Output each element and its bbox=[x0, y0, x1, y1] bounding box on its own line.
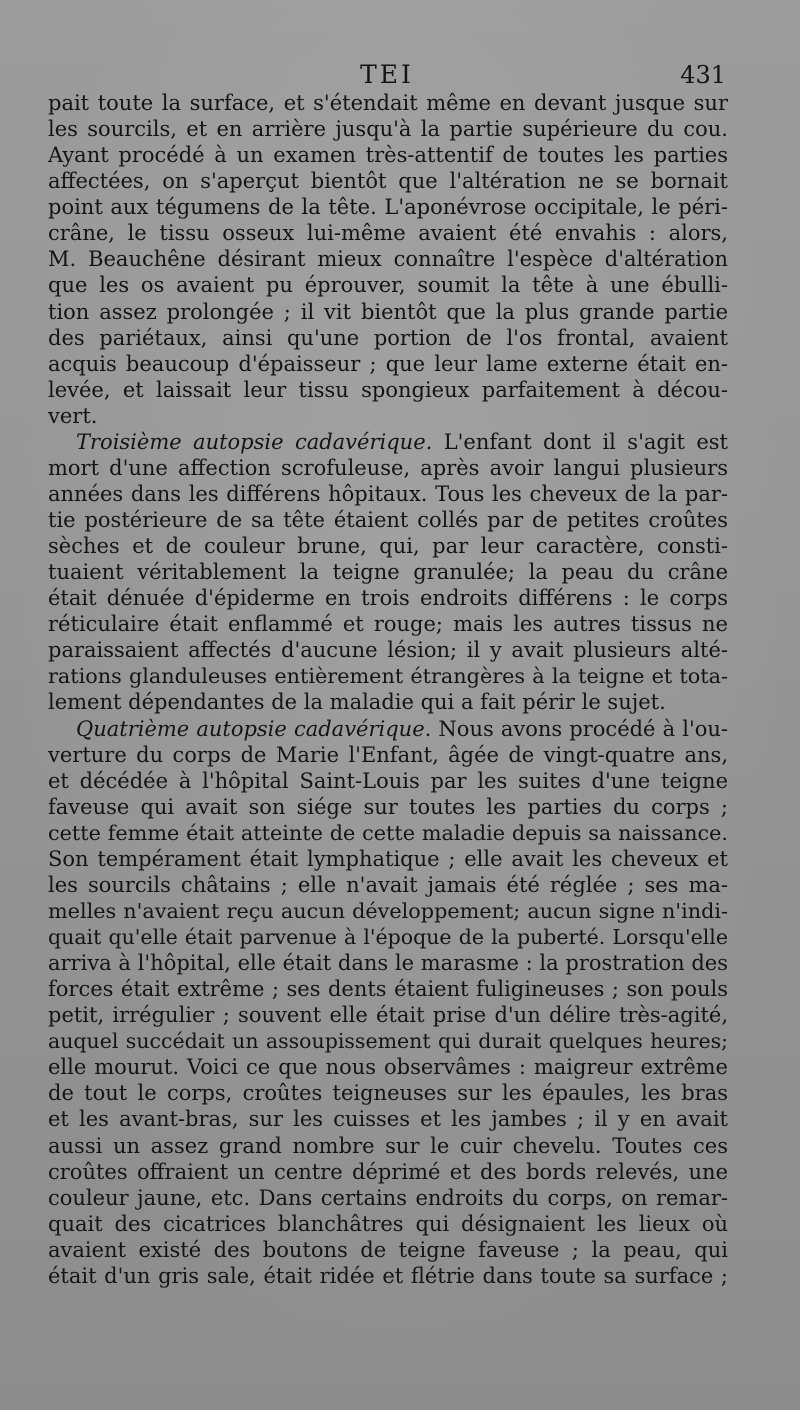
text-line: tie postérieure de sa tête étaient collés par de petites croûtes bbox=[48, 508, 728, 532]
text-line: petit, irrégulier ; souvent elle était prise d'un délire très-agité, bbox=[48, 1003, 728, 1028]
text-line: verture du corps de Marie l'Enfant, âgée de vingt-quatre ans, bbox=[48, 742, 728, 767]
text-line: Son tempérament était lymphatique ; elle avait les cheveux et bbox=[48, 846, 728, 871]
paragraph-heading: Quatrième autopsie cadavérique. bbox=[76, 716, 432, 741]
paragraph-heading-continuation: Nous avons procédé à l'ou- bbox=[431, 716, 728, 741]
text-line: mort d'une affection scrofuleuse, après avoir langui plusieurs bbox=[48, 455, 728, 480]
text-line: que les os avaient pu éprouver, soumit la tête à une ébulli- bbox=[48, 273, 728, 298]
text-line: tion assez prolongée ; il vit bientôt que la plus grande partie bbox=[48, 299, 728, 324]
text-line: de tout le corps, croûtes teigneuses sur les épaules, les bras bbox=[48, 1081, 728, 1106]
text-line: et décédée à l'hôpital Saint-Louis par les suites d'une teigne bbox=[48, 768, 728, 793]
text-line: M. Beauchêne désirant mieux connaître l'espèce d'altération bbox=[48, 247, 728, 272]
text-line: faveuse qui avait son siége sur toutes les parties du corps ; bbox=[48, 794, 728, 819]
paragraph-heading-line bbox=[48, 429, 728, 455]
text-line: arriva à l'hôpital, elle était dans le marasme : la prostration des bbox=[48, 951, 728, 976]
text-line: elle mourut. Voici ce que nous observâmes : maigreur extrême bbox=[48, 1055, 728, 1080]
text-line: quait des cicatrices blanchâtres qui désignaient les lieux où bbox=[48, 1211, 728, 1236]
text-line: années dans les différens hôpitaux. Tous les cheveux de la par- bbox=[48, 481, 728, 506]
text-line: forces était extrême ; ses dents étaient fuligineuses ; son pouls bbox=[48, 977, 728, 1002]
text-line: couleur jaune, etc. Dans certains endroits du corps, on remar- bbox=[48, 1185, 728, 1210]
text-line: vert. bbox=[48, 403, 98, 428]
text-line: les sourcils châtains ; elle n'avait jamais été réglée ; ses ma- bbox=[48, 872, 728, 897]
text-line: réticulaire était enflammé et rouge; mais les autres tissus ne bbox=[48, 612, 728, 637]
text-line: croûtes offraient un centre déprimé et des bords relevés, une bbox=[48, 1159, 728, 1184]
text-line: lement dépendantes de la maladie qui a fait périr le sujet. bbox=[48, 690, 666, 715]
text-line: Ayant procédé à un examen très-attentif de toutes les parties bbox=[48, 143, 728, 168]
body-text bbox=[48, 90, 728, 1289]
text-line: cette femme était atteinte de cette maladie depuis sa naissance. bbox=[48, 820, 728, 845]
text-line: sèches et de couleur brune, qui, par leur caractère, consti- bbox=[48, 534, 728, 559]
text-line: était dénuée d'épiderme en trois endroits différens : le corps bbox=[48, 586, 728, 611]
text-line: acquis beaucoup d'épaisseur ; que leur lame externe était en- bbox=[48, 351, 728, 376]
paragraph-heading-continuation: L'enfant dont il s'agit est bbox=[432, 429, 728, 454]
text-line: aussi un assez grand nombre sur le cuir chevelu. Toutes ces bbox=[48, 1133, 728, 1158]
text-line: auquel succédait un assoupissement qui durait quelques heures; bbox=[48, 1029, 728, 1054]
paragraph-heading: Troisième autopsie cadavérique. bbox=[76, 429, 433, 454]
text-line: affectées, on s'aperçut bientôt que l'altération ne se bornait bbox=[48, 169, 728, 194]
text-line: était d'un gris sale, était ridée et flétrie dans toute sa surface ; bbox=[48, 1263, 728, 1288]
text-line: et les avant-bras, sur les cuisses et les jambes ; il y en avait bbox=[48, 1107, 728, 1132]
text-line: avaient existé des boutons de teigne faveuse ; la peau, qui bbox=[48, 1237, 728, 1262]
text-line: tuaient véritablement la teigne granulée; la peau du crâne bbox=[48, 560, 728, 585]
text-line: rations glanduleuses entièrement étrangères à la teigne et tota- bbox=[48, 664, 728, 689]
paragraph-heading-line bbox=[48, 716, 728, 742]
running-head-title: TEI bbox=[360, 60, 414, 89]
page-number: 431 bbox=[680, 61, 726, 89]
text-line: paraissaient affectés d'aucune lésion; il y avait plusieurs alté- bbox=[48, 638, 728, 663]
text-line: les sourcils, et en arrière jusqu'à la partie supérieure du cou. bbox=[48, 117, 728, 142]
text-line: point aux tégumens de la tête. L'aponévrose occipitale, le péri- bbox=[48, 195, 728, 220]
text-line: des pariétaux, ainsi qu'une portion de l'os frontal, avaient bbox=[48, 325, 728, 350]
text-line: levée, et laissait leur tissu spongieux parfaitement à décou- bbox=[48, 377, 728, 402]
text-line: melles n'avaient reçu aucun développement; aucun signe n'indi- bbox=[48, 898, 728, 923]
running-head bbox=[48, 60, 726, 90]
text-line: quait qu'elle était parvenue à l'époque de la puberté. Lorsqu'elle bbox=[48, 925, 728, 949]
text-line: crâne, le tissu osseux lui-même avaient été envahis : alors, bbox=[48, 221, 728, 246]
text-line: pait toute la surface, et s'étendait même en devant jusque sur bbox=[48, 91, 728, 115]
